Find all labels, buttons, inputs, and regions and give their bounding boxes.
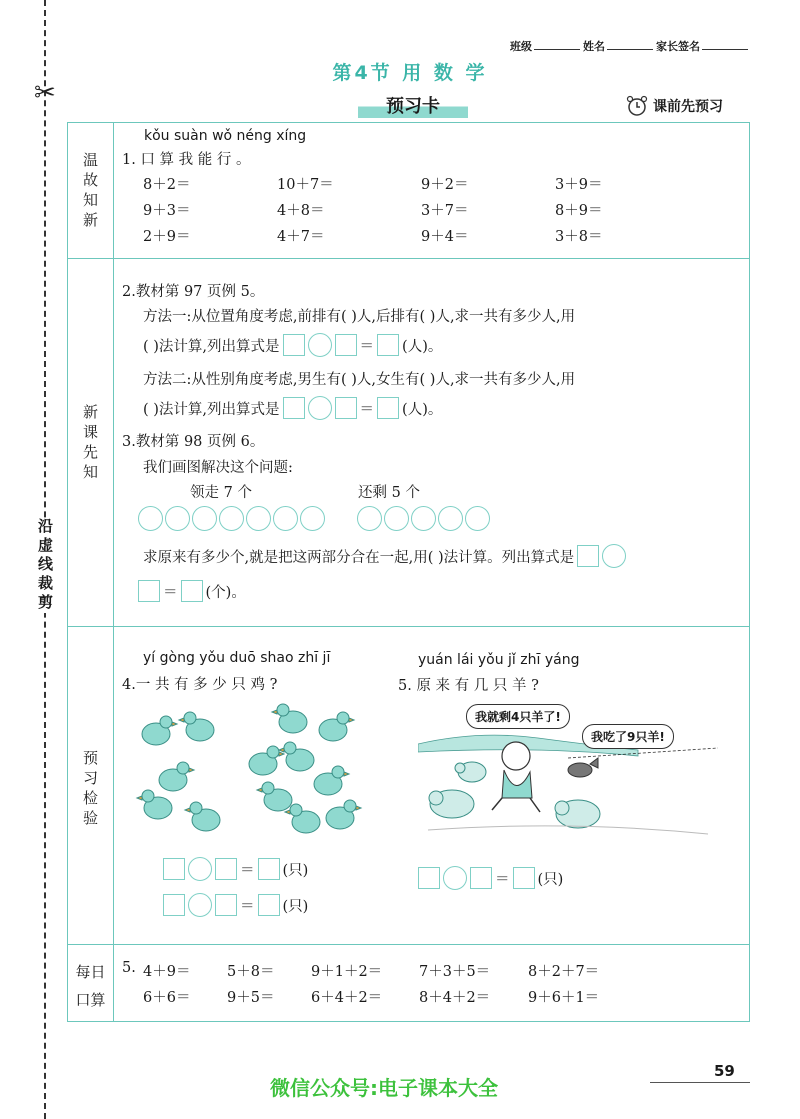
answer-box[interactable]	[181, 580, 203, 602]
boy-speech-bubble: 我就剩4只羊了!	[466, 704, 570, 729]
chicken-icon	[326, 800, 361, 829]
q3-taken-circles	[138, 506, 325, 531]
answer-box[interactable]	[335, 334, 357, 356]
section-label-review: 温 故 知 新	[82, 151, 98, 229]
calc-item: 5＋8＝	[227, 964, 275, 980]
calc-item: 4＋9＝	[143, 964, 191, 980]
answer-box[interactable]	[258, 894, 280, 916]
q5-pinyin: yuán lái yǒu jǐ zhī yáng	[418, 652, 580, 668]
q2-method1-line2: ( )法计算,列出算式是 ＝ (人)。	[143, 333, 442, 357]
chicken-illustration	[128, 696, 368, 846]
chicken-icon	[279, 742, 314, 771]
chicken-icon	[272, 704, 307, 733]
chicken-icon	[285, 804, 320, 833]
calc-item: 8＋2＝	[143, 177, 191, 193]
operator-circle[interactable]	[308, 396, 332, 420]
calc-item: 8＋4＋2＝	[419, 990, 491, 1006]
q3-taken-label: 领走 7 个	[190, 485, 252, 501]
answer-box[interactable]	[163, 858, 185, 880]
q2-method2-line2: ( )法计算,列出算式是 ＝ (人)。	[143, 396, 442, 420]
count-circle	[465, 506, 490, 531]
cut-label: 沿虚线裁剪	[39, 518, 57, 613]
preview-label	[625, 94, 723, 118]
q6-prefix: 5.	[122, 960, 136, 976]
q3-title: 3.教材第 98 页例 6。	[122, 434, 265, 450]
chicken-icon	[137, 790, 172, 819]
section-label-check: 预 习 检 验	[82, 749, 98, 827]
calc-item: 8＋2＋7＝	[528, 964, 600, 980]
count-circle	[357, 506, 382, 531]
answer-box[interactable]	[335, 397, 357, 419]
calc-item: 3＋7＝	[421, 203, 469, 219]
wolf-speech-bubble: 我吃了9只羊!	[582, 724, 674, 749]
student-info	[510, 38, 751, 54]
calc-item: 9＋1＋2＝	[311, 964, 383, 980]
chicken-icon	[314, 766, 349, 795]
side-column	[67, 122, 114, 1022]
operator-circle[interactable]	[188, 857, 212, 881]
calc-item: 4＋8＝	[277, 203, 325, 219]
calc-item: 9＋5＝	[227, 990, 275, 1006]
boy-icon	[492, 742, 540, 812]
alarm-clock-icon	[625, 94, 649, 118]
chicken-icon	[257, 782, 292, 811]
calc-item: 9＋2＝	[421, 177, 469, 193]
sheep-icon	[429, 790, 474, 818]
section-label-daily: 每日 口算	[75, 963, 106, 1009]
watermark: 微信公众号:电子课本大全	[270, 1076, 498, 1100]
q3-line1: 求原来有多少个,就是把这两部分合在一起,用( )法计算。列出算式是	[143, 544, 626, 568]
operator-circle[interactable]	[188, 893, 212, 917]
answer-box[interactable]	[418, 867, 440, 889]
answer-box[interactable]	[283, 397, 305, 419]
answer-box[interactable]	[513, 867, 535, 889]
q1-title: 1. 口 算 我 能 行 。	[122, 152, 251, 168]
sheep-icon	[455, 762, 486, 782]
calc-item: 9＋4＝	[421, 229, 469, 245]
answer-box[interactable]	[377, 397, 399, 419]
count-circle	[165, 506, 190, 531]
count-circle	[246, 506, 271, 531]
calc-item: 6＋4＋2＝	[311, 990, 383, 1006]
count-circle	[192, 506, 217, 531]
q3-left-label: 还剩 5 个	[358, 485, 420, 501]
q2-title: 2.教材第 97 页例 5。	[122, 284, 265, 300]
answer-box[interactable]	[577, 545, 599, 567]
count-circle	[438, 506, 463, 531]
name-field[interactable]	[607, 40, 653, 50]
answer-box[interactable]	[470, 867, 492, 889]
calc-item: 9＋6＋1＝	[528, 990, 600, 1006]
count-circle	[138, 506, 163, 531]
scissors-icon: ✂	[34, 78, 56, 108]
answer-box[interactable]	[377, 334, 399, 356]
divider	[67, 258, 750, 259]
divider	[67, 626, 750, 627]
page-number: 59	[714, 1062, 735, 1080]
q3-left-circles	[357, 506, 490, 531]
divider	[67, 944, 750, 945]
q2-method1-line1: 方法一:从位置角度考虑,前排有( )人,后排有( )人,求一共有多少人,用	[143, 309, 576, 325]
q4-title: 4.一 共 有 多 少 只 鸡 ?	[122, 677, 278, 693]
answer-box[interactable]	[283, 334, 305, 356]
calc-item: 3＋9＝	[555, 177, 603, 193]
answer-box[interactable]	[163, 894, 185, 916]
operator-circle[interactable]	[443, 866, 467, 890]
section-label-new: 新 课 先 知	[82, 403, 98, 481]
q3-intro: 我们画图解决这个问题:	[143, 460, 293, 476]
count-circle	[384, 506, 409, 531]
worksheet-frame	[67, 122, 750, 1022]
name-label: 姓名	[583, 40, 605, 53]
answer-box[interactable]	[215, 894, 237, 916]
q5-title: 5. 原 来 有 几 只 羊 ?	[398, 678, 539, 694]
chicken-icon	[319, 712, 354, 741]
parent-field[interactable]	[702, 40, 748, 50]
class-label: 班级	[510, 40, 532, 53]
calc-item: 2＋9＝	[143, 229, 191, 245]
count-circle	[219, 506, 244, 531]
q2-method2-line1: 方法二:从性别角度考虑,男生有( )人,女生有( )人,求一共有多少人,用	[143, 372, 576, 388]
calc-item: 10＋7＝	[277, 177, 334, 193]
calc-item: 7＋3＋5＝	[419, 964, 491, 980]
chicken-icon	[179, 712, 214, 741]
chicken-icon	[159, 762, 194, 791]
parent-label: 家长签名	[656, 40, 700, 53]
page-rule	[650, 1082, 750, 1083]
calc-item: 3＋8＝	[555, 229, 603, 245]
chicken-icon	[142, 716, 177, 745]
sheep-icon	[555, 800, 600, 828]
class-field[interactable]	[534, 40, 580, 50]
wolf-icon	[568, 758, 598, 777]
calc-item: 9＋3＝	[143, 203, 191, 219]
count-circle	[273, 506, 298, 531]
q4-answer-line1: ＝ (只)	[163, 857, 308, 881]
q5-answer-line: ＝ (只)	[418, 866, 563, 890]
calc-item: 6＋6＝	[143, 990, 191, 1006]
count-circle	[300, 506, 325, 531]
card-title: 预习卡	[358, 92, 468, 118]
calc-item: 4＋7＝	[277, 229, 325, 245]
operator-circle[interactable]	[308, 333, 332, 357]
answer-box[interactable]	[215, 858, 237, 880]
preview-text: 课前先预习	[653, 99, 723, 115]
answer-box[interactable]	[258, 858, 280, 880]
q3-line2: ＝ (个)。	[138, 580, 246, 602]
count-circle	[411, 506, 436, 531]
answer-box[interactable]	[138, 580, 160, 602]
operator-circle[interactable]	[602, 544, 626, 568]
q4-answer-line2: ＝ (只)	[163, 893, 308, 917]
q1-pinyin: kǒu suàn wǒ néng xíng	[144, 128, 307, 144]
calc-item: 8＋9＝	[555, 203, 603, 219]
q4-pinyin: yí gòng yǒu duō shao zhī jī	[143, 650, 331, 666]
section-title: 第4节 用 数 学	[332, 62, 488, 84]
chicken-icon	[185, 802, 220, 831]
